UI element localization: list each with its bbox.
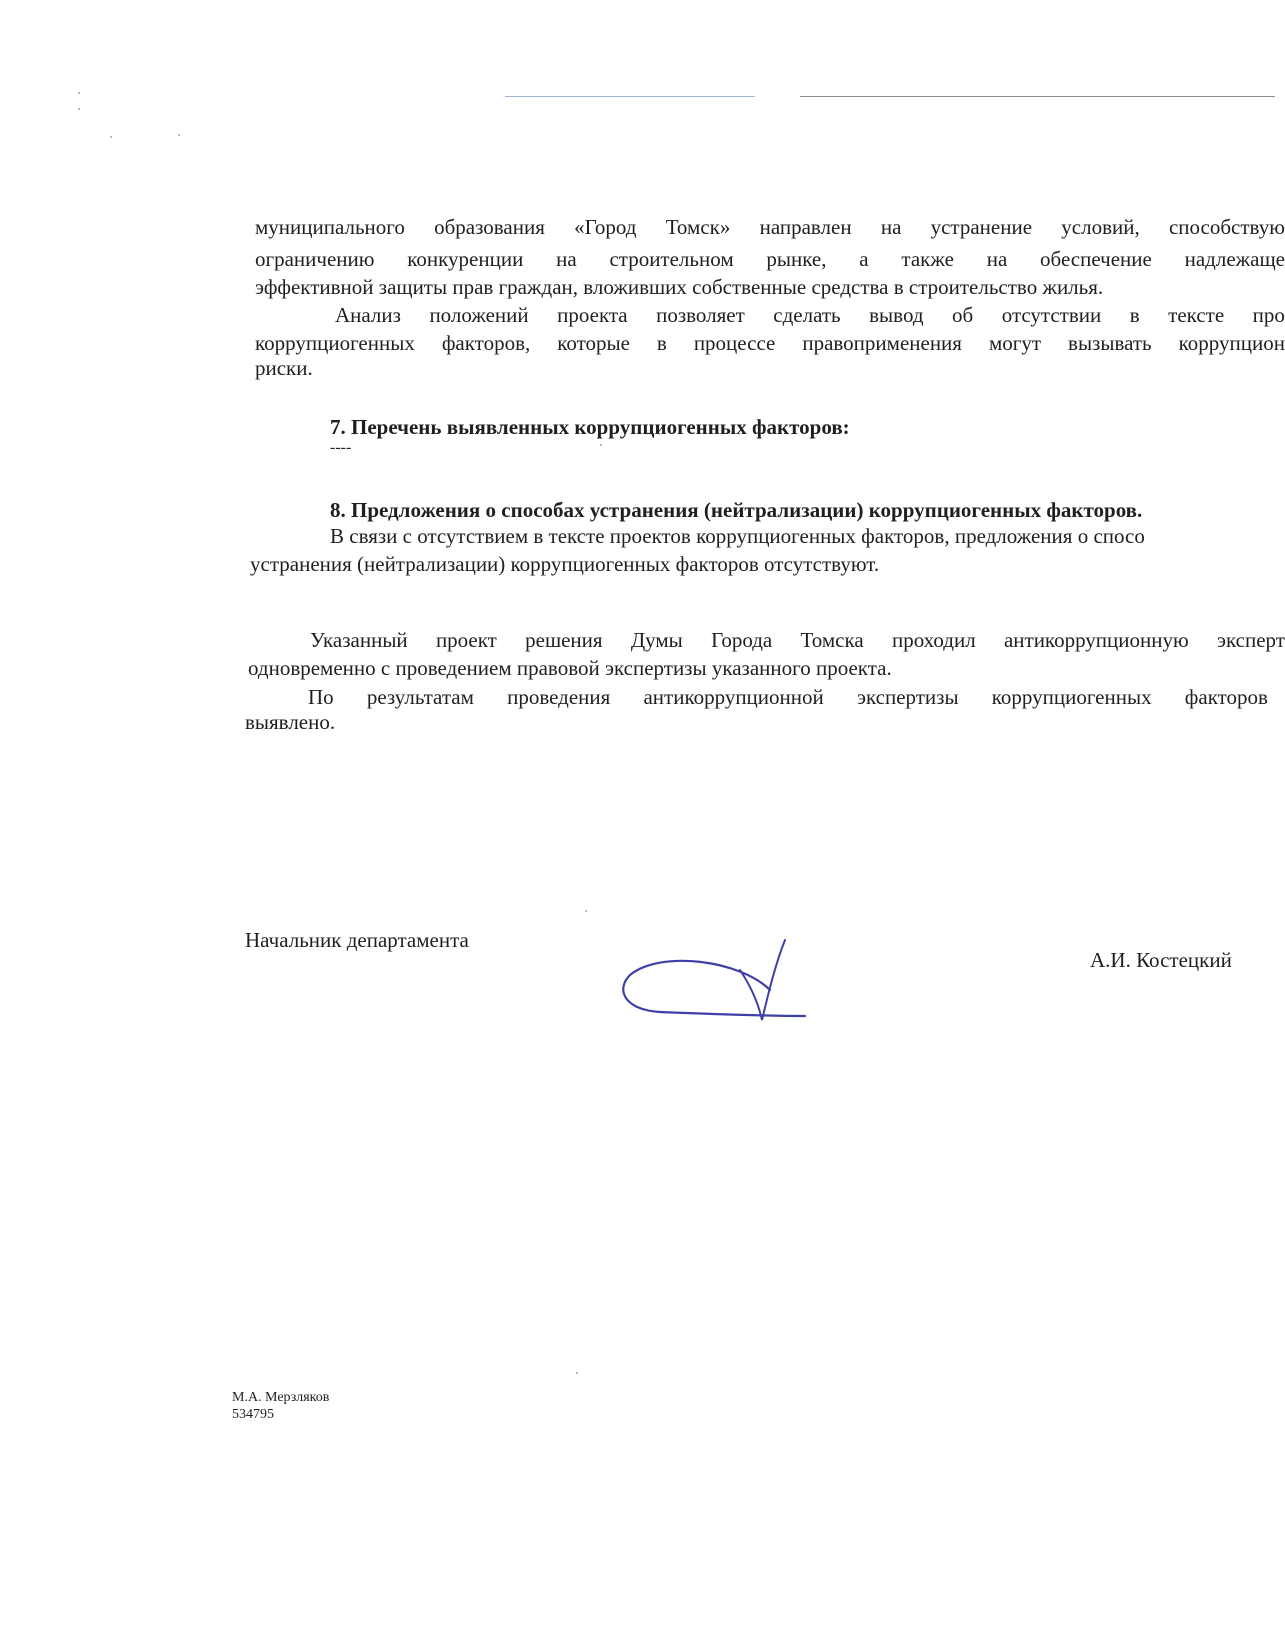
- scan-speck: [110, 136, 112, 138]
- word: которые: [557, 331, 630, 355]
- word: рынке,: [766, 247, 827, 271]
- analysis-line-3: риски.: [255, 356, 313, 380]
- expertise-line-1: [310, 628, 1285, 652]
- scan-speck: [78, 108, 80, 110]
- word: антикоррупционной: [643, 685, 824, 709]
- section-7-heading: 7. Перечень выявленных коррупциогенных факторов:: [330, 415, 850, 439]
- section-7-content: ----: [330, 439, 352, 456]
- word: Анализ: [335, 303, 401, 327]
- word: процессе: [693, 331, 776, 355]
- word: конкуренции: [407, 247, 524, 271]
- result-line-2: выявлено.: [245, 710, 336, 734]
- word: решения: [525, 628, 603, 652]
- word: строительном: [609, 247, 734, 271]
- scan-speck: [600, 444, 602, 446]
- intro-line-3: эффективной защиты прав граждан, вложивших собственные средства в строительство жилья.: [255, 275, 1104, 299]
- word: проекта: [557, 303, 628, 327]
- word: факторов,: [441, 331, 531, 355]
- section-8-line-1: В связи с отсутствием в тексте проектов коррупциогенных факторов, предложения о спосо: [330, 524, 1145, 548]
- word: ограничению: [255, 247, 375, 271]
- scan-speck: [178, 134, 180, 136]
- intro-line-1: [255, 215, 1285, 239]
- scan-artifact-line: [505, 96, 755, 97]
- word: Томска: [800, 628, 864, 652]
- signatory-position: Начальник департамента: [245, 928, 469, 952]
- word: Указанный: [310, 628, 408, 652]
- word: коррупциогенных: [991, 685, 1152, 709]
- word: позволяет: [656, 303, 745, 327]
- word: обеспечение: [1040, 247, 1152, 271]
- word: экспертизы: [856, 685, 959, 709]
- analysis-line-1: [335, 303, 1285, 327]
- word: про: [1252, 303, 1285, 327]
- word: положений: [429, 303, 529, 327]
- word: Думы: [630, 628, 683, 652]
- word: Города: [711, 628, 773, 652]
- word: способствую: [1168, 215, 1285, 239]
- word: проект: [435, 628, 497, 652]
- word: По: [308, 685, 334, 709]
- word: могут: [988, 331, 1042, 355]
- word: коррупцион: [1178, 331, 1285, 355]
- word: результатам: [366, 685, 474, 709]
- word: а: [859, 247, 869, 271]
- word: отсутствии: [1001, 303, 1102, 327]
- word: вызывать: [1068, 331, 1152, 355]
- word: антикоррупционную: [1003, 628, 1189, 652]
- word: проходил: [891, 628, 976, 652]
- word: коррупциогенных: [255, 331, 415, 355]
- word: эксперт: [1216, 628, 1285, 652]
- word: Томск»: [665, 215, 731, 239]
- scan-speck: [576, 1372, 578, 1374]
- expertise-line-2: одновременно с проведением правовой экспертизы указанного проекта.: [248, 656, 892, 680]
- executor-phone: 534795: [232, 1407, 274, 1422]
- word: правоприменения: [802, 331, 962, 355]
- word: тексте: [1168, 303, 1225, 327]
- word: также: [901, 247, 954, 271]
- word: проведения: [507, 685, 611, 709]
- word: в: [1129, 303, 1140, 327]
- word: образования: [434, 215, 545, 239]
- word: в: [656, 331, 667, 355]
- word: муниципального: [255, 215, 405, 239]
- word: на: [556, 247, 577, 271]
- executor-name: М.А. Мерзляков: [232, 1390, 330, 1405]
- word: на: [986, 247, 1008, 271]
- word: сделать: [773, 303, 841, 327]
- handwritten-signature: [620, 940, 820, 1030]
- section-8-heading: 8. Предложения о способах устранения (нейтрализации) коррупциогенных факторов.: [330, 498, 1143, 522]
- scan-speck: [78, 92, 80, 94]
- word: устранение: [930, 215, 1033, 239]
- word: об: [952, 303, 974, 327]
- intro-line-2: [255, 247, 1285, 271]
- word: вывод: [869, 303, 924, 327]
- scan-speck: [585, 910, 587, 912]
- word: факторов: [1184, 685, 1268, 709]
- word: «Город: [574, 215, 637, 239]
- word: направлен: [759, 215, 852, 239]
- word: условий,: [1061, 215, 1140, 239]
- section-8-line-2: устранения (нейтрализации) коррупциогенных факторов отсутствуют.: [250, 552, 880, 576]
- result-line-1: [308, 685, 1268, 709]
- signatory-name: А.И. Костецкий: [1090, 948, 1232, 972]
- scan-artifact-line: [800, 96, 1275, 97]
- analysis-line-2: [255, 331, 1285, 355]
- word: надлежаще: [1184, 247, 1285, 271]
- word: на: [880, 215, 902, 239]
